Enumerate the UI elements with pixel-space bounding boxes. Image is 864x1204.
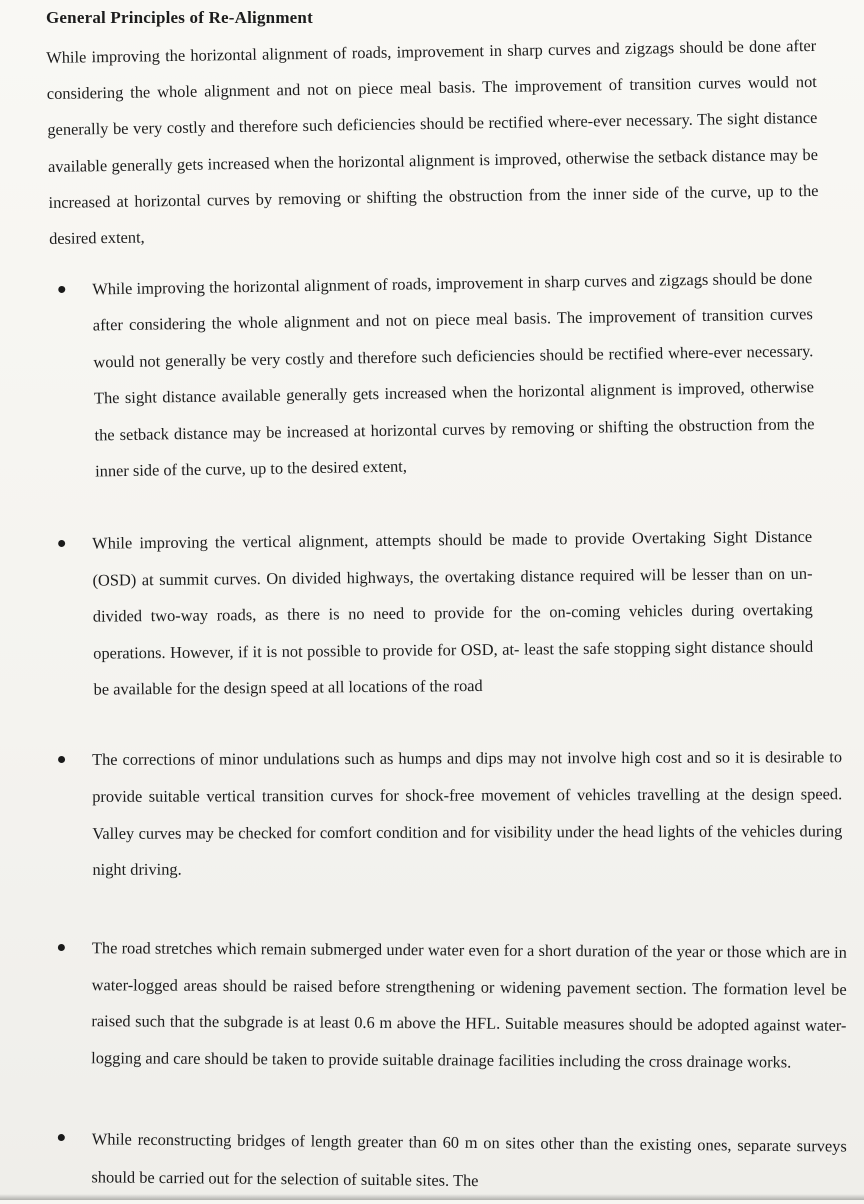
bullet-text: The corrections of minor undulations such as humps and dips may not involve high cost and so it is desirable to provide suitable vertical transition curves for shock-free movement of vehicles travelling at the design speed. Valley curves may be checked for comfort condition and for visibility under the head lights of the vehicles during night driving. [92,747,843,880]
bullet-icon [58,286,65,293]
bullet-text: While improving the vertical alignment, attempts should be made to provide Overtaking Sight Distance (OSD) at summit curves. On divided highways, the overtaking distance required will be lesser than on un-divided two-way roads, as there is no need to provide for the on-coming vehicles during overtaking operations. However, if it is not possible to provide for OSD, at- least the safe stopping sight distance should be available for the design speed at all locations of the road [92,526,814,700]
bullet-icon [58,756,65,763]
section-heading: General Principles of Re-Alignment [46,8,313,27]
bullet-text: While reconstructing bridges of length greater than 60 m on sites other than the existing ones, separate surveys should be carried out for the selection of suitable sites. The [91,1129,847,1191]
bullet-icon [58,944,65,951]
bullet-text: The road stretches which remain submerged under water even for a short duration of the year or those which are in water-logged areas should be raised before strengthening or widening pavement section. The formation level be raised such that the subgrade is at least 0.6 m above the HFL. Suitable measures should be adopted against water- logging and care should be taken to provide suitable drainage facilities including the cross drainage works. [91,938,847,1072]
bullet-text: While improving the horizontal alignment of roads, improvement in sharp curves and zigzags should be done after considering the whole alignment and not on piece meal basis. The improvement of transition curves would not generally be very costly and therefore such deficiencies should be rectified where-ever necessary. The sight distance available generally gets increased when the horizontal alignment is improved, otherwise the setback distance may be increased at horizontal curves by removing or shifting the obstruction from the inner side of the curve, up to the desired extent, [92,268,815,481]
page-bottom-edge [0,1194,864,1200]
intro-paragraph: While improving the horizontal alignment of roads, improvement in sharp curves and zigzags should be done after considering the whole alignment and not on piece meal basis. The improvement of transition curves would not generally be very costly and therefore such deficiencies should be rectified where-ever necessary. The sight distance available generally gets increased when the horizontal alignment is improved, otherwise the setback distance may be increased at horizontal curves by removing or shifting the obstruction from the inner side of the curve, up to the desired extent, [46,35,819,248]
bullet-icon [58,540,65,547]
bullet-icon [58,1134,65,1141]
